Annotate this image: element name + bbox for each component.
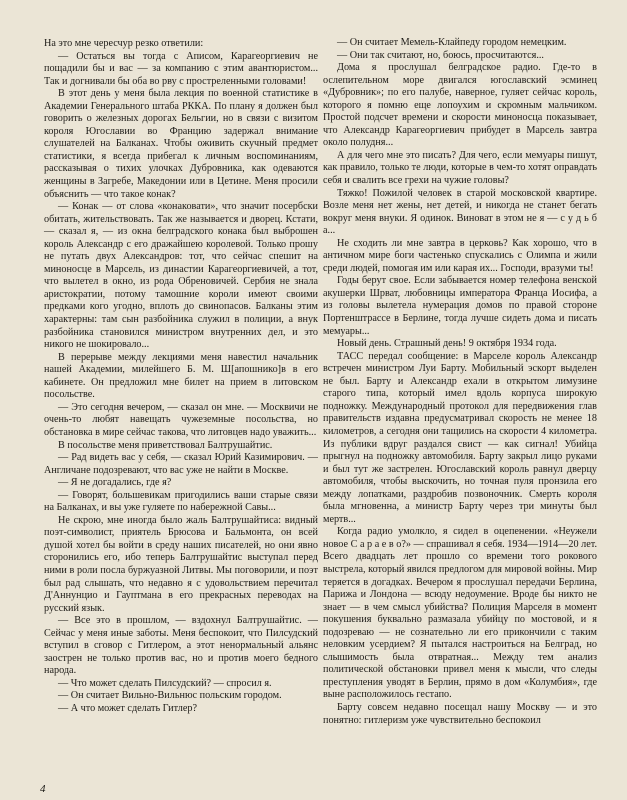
- paragraph: Новый день. Страшный день! 9 октября 1934 года.: [337, 338, 557, 350]
- paragraph: — Все это в прошлом, — вздохнул Балтрушайтис. — Сейчас у меня иные заботы. Меня беспокоит, что Пилсудский вступил в сговор с Гитлером, а этот ненормальный альянс заострен не только против вас, но и против моего бедного народа.: [44, 615, 318, 677]
- paragraph: — Они так считают, но, боюсь, просчитаются...: [337, 49, 544, 61]
- paragraph: На это мне чересчур резко ответили:: [44, 38, 204, 49]
- paragraph: — А что может сделать Гитлер?: [58, 702, 198, 714]
- left-column: [44, 38, 318, 716]
- page-number: 4: [40, 783, 46, 795]
- paragraph: Не сходить ли мне завтра в церковь? Как хорошо, что в античном мире боги частенько спускались с Олимпа и жили среди людей, помогая им или карая их... Господи, вразуми ты!: [323, 237, 597, 274]
- paragraph: — Что может сделать Пилсудский? — спросил я.: [58, 677, 272, 689]
- paragraph: Барту совсем недавно посещал нашу Москву — и это понятно: гитлеризм уже чувствительно беспокоил: [323, 701, 597, 726]
- paragraph: Тяжко! Пожилой человек в старой московской квартире. Возле меня нет жены, нет детей, и никогда не станет бегать вокруг меня внуки. Я одинок. Виноват в этом не я — с у д ь б а...: [323, 187, 597, 237]
- paragraph: Дома я прослушал белградское радио. Где-то в ослепительном море двигался югославский эсминец «Дубровник»; по его палубе, наверное, гуляет сейчас король, которого я помню еще лопоухим и скромным мальчиком. Простой подсчет времени и скорости миноносца показывает, что Александр Карагеоргиевич прибудет в Марсель завтра около полудня...: [323, 62, 597, 149]
- paragraph: — Он считает Вильно-Вильнюс польским городом.: [58, 690, 282, 702]
- paragraph: Годы берут свое. Если забывается номер телефона венской акушерки Шрват, любовницы императора Франца Иосифа, а из головы вылетела нумерация домов по правой стороне Портенштрассе в Берлине, тогда лучше сидеть дома и писать мемуары...: [323, 275, 597, 337]
- paragraph: — Говорят, большевикам пригодились ваши старые связи на Балканах, и вы уже гуляете по набережной Савы...: [44, 489, 318, 514]
- paragraph: ТАСС передал сообщение: в Марселе король Александр встречен министром Луи Барту. Мобильный эскорт выделен не был. Барту и Александр ехали в открытом лимузине старого типа, который имел вдоль корпуса широкую подножку. Международный протокол для передвижения глав правительств издавна предусматривал скорость не менее 18 километров, а сегодня они тащились на скорости 4 километра. Из публики вдруг раздался свист — как сигнал! Убийца прыгнул на подножку автомобиля. Барту закрыл лицо руками и был тут же застрелен. Югославский король равнул дверцу автомобиля, чтобы выскочить, но точная пуля пронзила его между лопатками, раздробив позвоночник. Смерть короля была мгновенна, а министр Барту через три минуты был мертв...: [323, 350, 597, 525]
- paragraph: — Это сегодня вечером, — сказал он мне. — Москвичи не очень-то любят навещать чужеземные посольства, но обстановка в мире сейчас такова, что литовцев надо уважить...: [44, 401, 318, 438]
- paragraph: Не скрою, мне иногда было жаль Балтрушайтиса: видный поэт-символист, приятель Брюсова и Бальмонта, он всей душой хотел бы войти в среду наших писателей, но они явно сторонились его, ибо теперь Балтрушайтис выступал перед ними в роли посла буржуазной Литвы. Мы поговорили, и поэт был рад слышать, что недавно я с удовольствием перечитал Д'Аннунцио и Гауптмана в его прекрасных переводах на русский язык.: [44, 514, 318, 614]
- paragraph: — Конак — от слова «конаковати», что значит посербски обитать, жительствовать. Так же называется и дворец. Кстати, — сказал я, — из окна белградского конака был выброшен король Александр с его дражайшею королевой. Только прошу не путать двух Александров: тот, что сейчас спешит на миноносце в Марсель, из династии Карагеоргиевичей, а тот, что вылетел в окно, из рода Обреновичей. Сербия не знала аристократии, потому тамошние короли имеют своими предками кого угодно, вплоть до свинопасов. Балканы этим характерны: там сын разбойника служил в полиции, а внук разбойника становился министром внутренних дел, и это никого не шокировало...: [44, 201, 318, 351]
- paragraph: А для чего мне это писать? Для чего, если мемуары пишут, как правило, только те люди, которые в чем-то хотят оправдать себя и свалить все грехи на чужие головы?: [323, 149, 597, 187]
- paragraph: В посольстве меня приветствовал Балтрушайтис.: [58, 439, 273, 451]
- paragraph: В перерыве между лекциями меня навестил начальник нашей Академии, милейшего Б. М. Ш[апошнико]в в его кабинете. Он предложил мне билет на прием в литовском посольстве.: [44, 351, 318, 401]
- paragraph: — Рад видеть вас у себя, — сказал Юрий Казимирович. — Англичане подозревают, что вас уже не найти в Москве.: [44, 452, 318, 476]
- paragraph: — Остаться вы тогда с Аписом, Карагеоргиевич не пощадили бы и вас — за компанию с этим авантюристом... Так и догнивали бы оба во рву с простреленными головами!: [44, 50, 318, 87]
- paragraph: Когда радио умолкло, я сидел в оцепенении. «Неужели новое С а р а е в о?» — спрашивал я себя. 1934—1914—20 лет. Всего двадцать лет прошло со времени того рокового выстрела, который явился предлогом для мировой войны. Мир теряется в догадках. Вечером я прослушал передачи Берлина, Парижа и Лондона — всюду недоумение. Вроде бы никто не знает — в чем смысл убийства? Полиция Марселя в момент покушения буквально размазала убийцу по мостовой, и я подозреваю — не сознательно ли его прикончили с таким неловким усердием? Я пытался настроиться на Белград, но слышимость была отвратная... Между тем анализ политической обстановки привел меня к мысли, что следы преступления уводят в Берлин, прямо в дом «Колумбия», где выне расположилось гестапо.: [323, 526, 597, 701]
- paragraph: — Он считает Мемель-Клайпеду городом немецким.: [337, 37, 567, 48]
- right-column: [323, 37, 597, 727]
- paragraph: — Я не догадались, где я?: [58, 477, 172, 489]
- paragraph: В этот день у меня была лекция по военной статистике в Академии Генерального штаба РККА. По плану я должен был говорить о железных дорогах Бельгии, но в связи с визитом короля Югославии во Францию задержал внимание слушателей на Балканах. Чтобы оживить скучный предмет статистики, я всегда прибегал к личным воспоминаниям, рассказывая о тихих улочках Дубровника, как одеваются женщины в Загребе, Македонии или в Цетине. Меня просили объяснить — что такое конак?: [44, 88, 318, 200]
